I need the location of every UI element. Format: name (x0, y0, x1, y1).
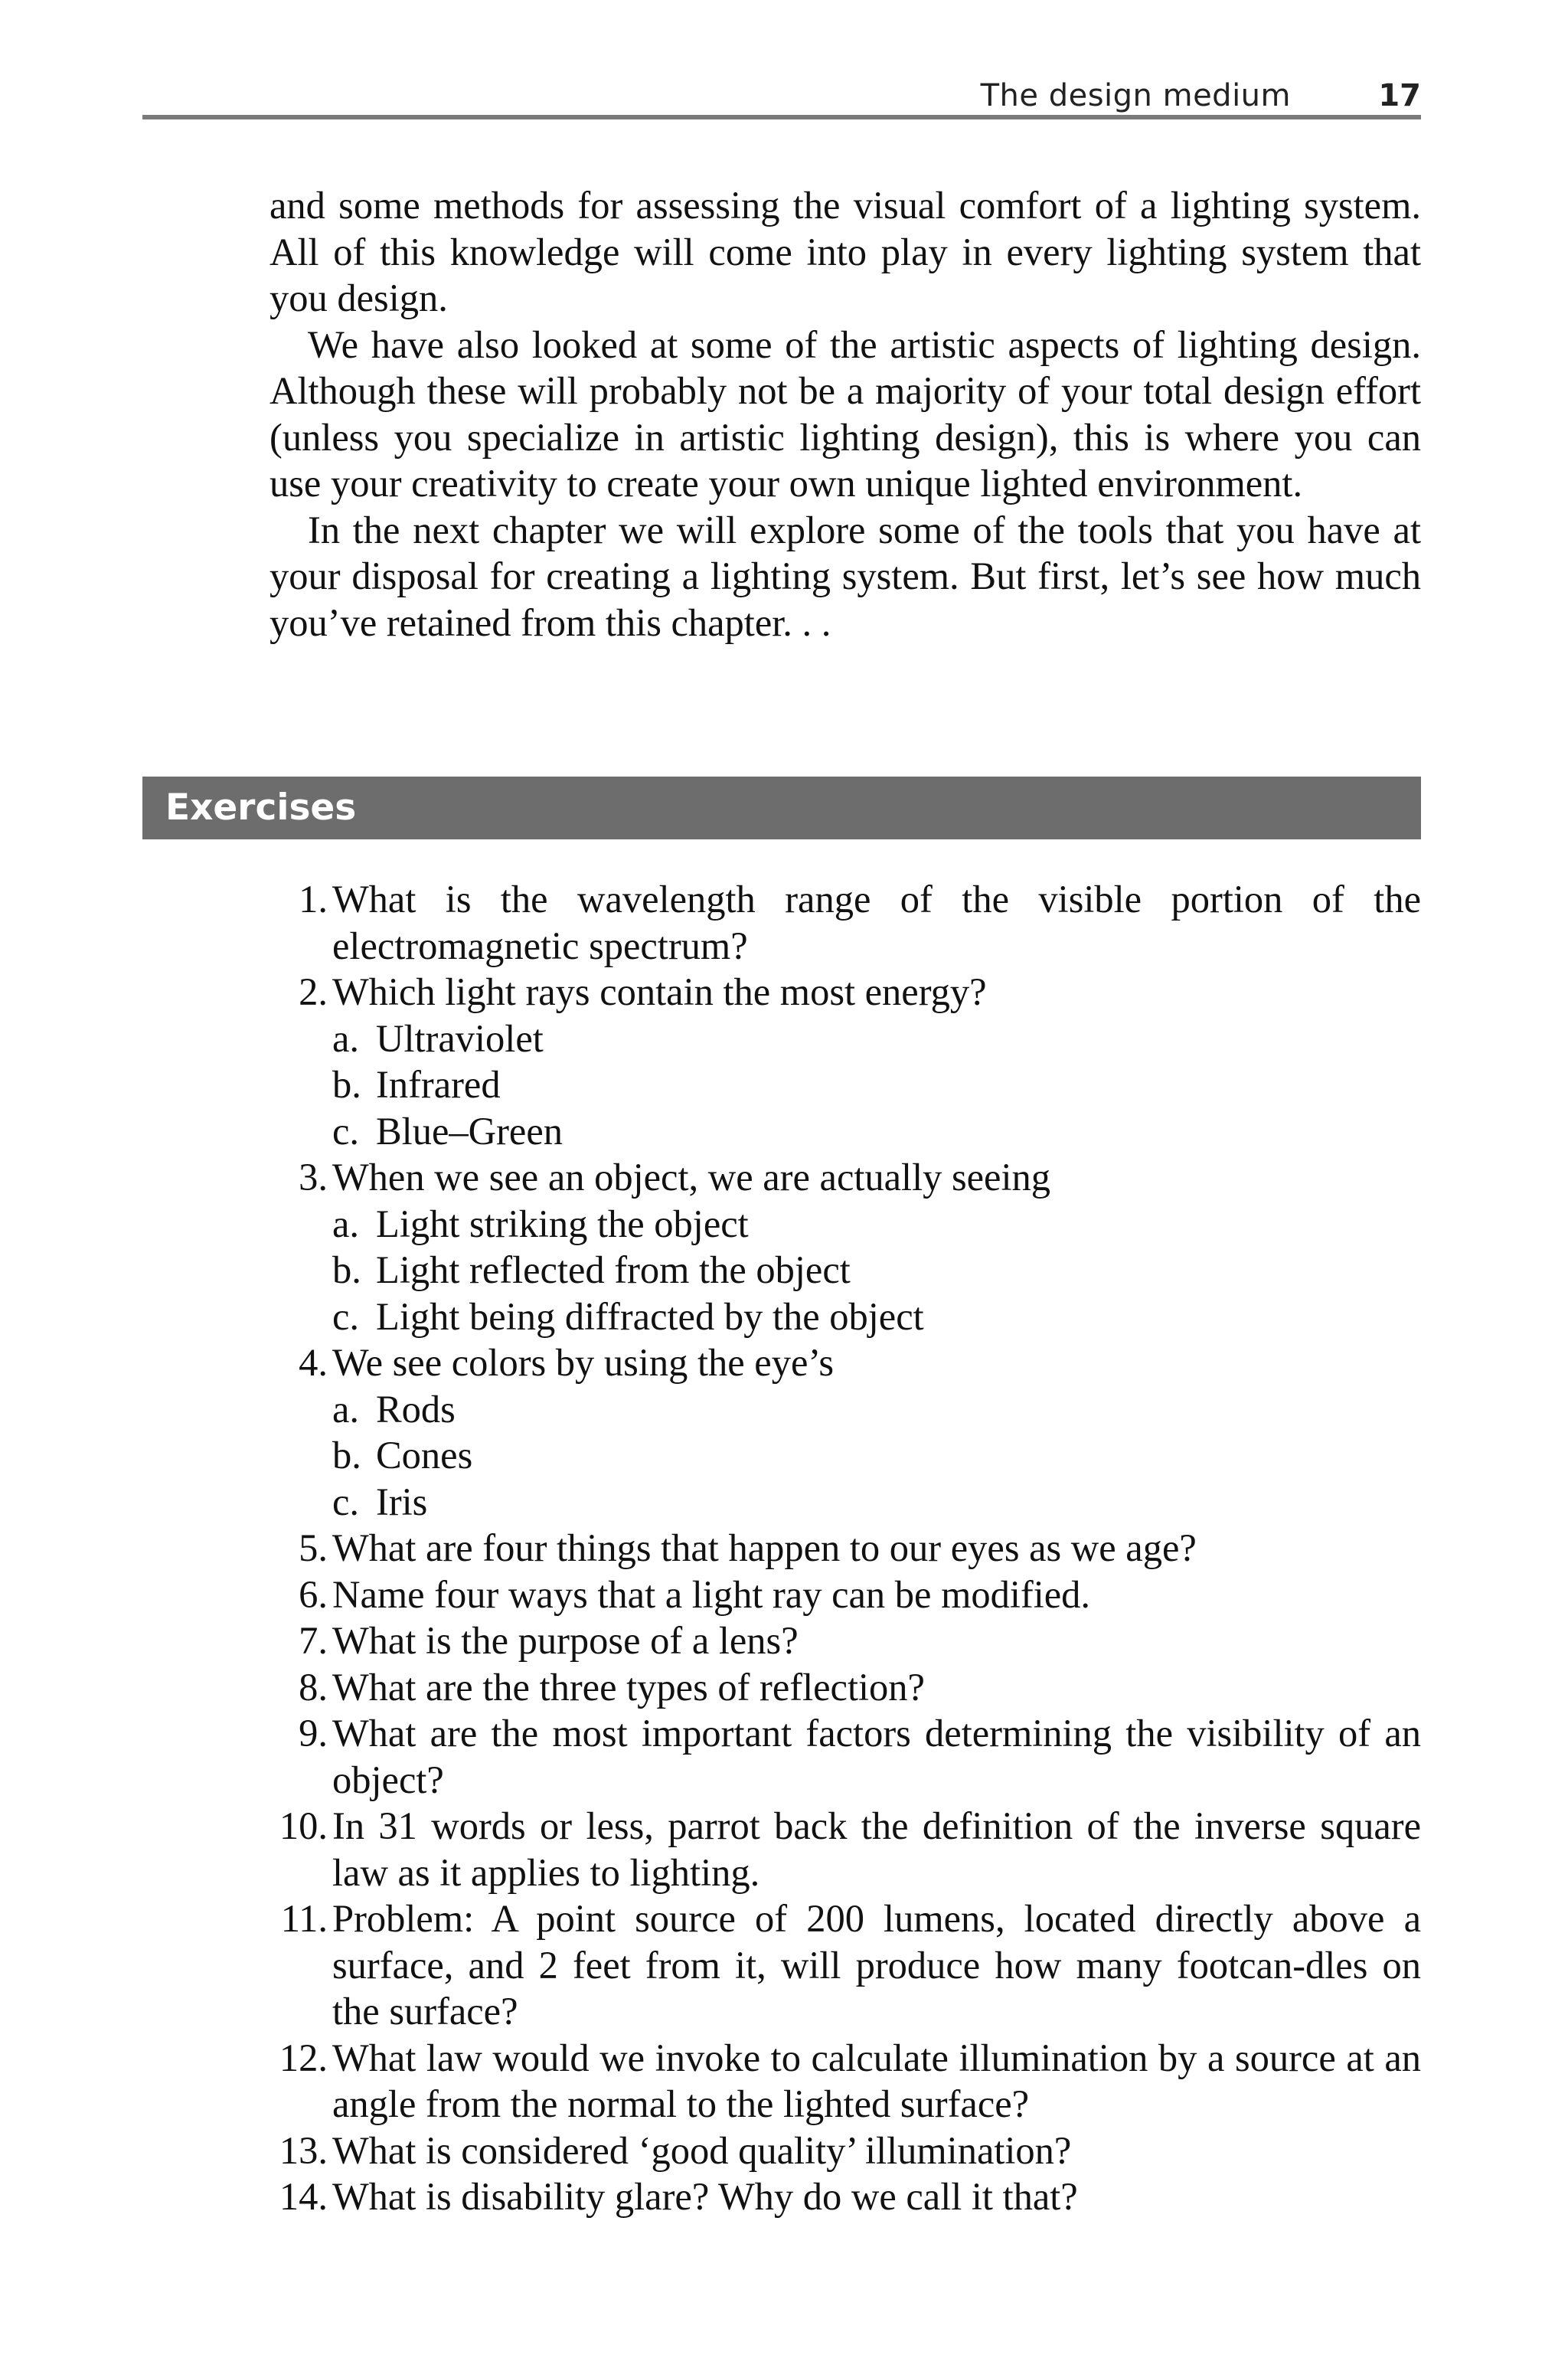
option-text: Blue–Green (376, 1109, 563, 1153)
exercise-number: 1. (299, 878, 328, 921)
exercise-item (270, 1154, 1421, 1339)
option-letter: b. (332, 1248, 361, 1291)
exercise-item (270, 1895, 1421, 2035)
exercise-option (332, 1016, 1421, 1062)
exercise-text: What law would we invoke to calculate illumination by a source at an angle from the normal to the lighted surface? (332, 2036, 1421, 2125)
exercise-option (332, 1201, 1421, 1248)
exercise-text: Which light rays contain the most energy? (332, 970, 987, 1013)
option-letter: c. (332, 1480, 360, 1523)
exercise-item (270, 1525, 1421, 1572)
exercise-item (270, 1339, 1421, 1525)
paragraph: In the next chapter we will explore some of the tools that you have at your disposal for creating a lighting system. But first, let’s see how much you’ve retained from this chapter. . . (270, 508, 1421, 644)
exercise-number: 10. (279, 1804, 328, 1847)
exercise-text: In 31 words or less, parrot back the definition of the inverse square law as it applies to lighting. (332, 1804, 1421, 1894)
option-text: Light being diffracted by the object (376, 1294, 924, 1338)
exercise-item (270, 1617, 1421, 1664)
exercise-number: 6. (299, 1572, 328, 1616)
exercise-item (270, 969, 1421, 1154)
option-text: Light reflected from the object (376, 1248, 851, 1291)
exercise-text: What are the three types of reflection? (332, 1665, 925, 1709)
page-number: 17 (1378, 78, 1421, 113)
exercise-item (270, 2128, 1421, 2174)
option-letter: a. (332, 1016, 360, 1060)
exercise-options (332, 1386, 1421, 1526)
exercise-text: We see colors by using the eye’s (332, 1341, 835, 1384)
exercise-options (332, 1016, 1421, 1155)
option-letter: b. (332, 1063, 361, 1106)
exercise-item (270, 876, 1421, 969)
exercise-number: 14. (279, 2175, 328, 2218)
exercise-item (270, 1710, 1421, 1803)
paragraph: and some methods for assessing the visual comfort of a lighting system. All of this knowledge will come into play in every lighting system that you design. (270, 184, 1421, 319)
exercise-item (270, 2173, 1421, 2220)
exercise-number: 2. (299, 970, 328, 1013)
option-text: Rods (376, 1387, 456, 1431)
exercise-text: What is the purpose of a lens? (332, 1619, 799, 1662)
option-letter: b. (332, 1434, 361, 1477)
exercise-number: 11. (280, 1897, 328, 1940)
exercise-item (270, 1664, 1421, 1711)
exercise-option (332, 1061, 1421, 1108)
exercise-number: 3. (299, 1156, 328, 1199)
exercise-text: What are four things that happen to our eyes as we age? (332, 1526, 1197, 1569)
option-letter: a. (332, 1202, 360, 1245)
exercise-text: What is considered ‘good quality’ illumination? (332, 2128, 1072, 2172)
exercise-option (332, 1432, 1421, 1479)
option-letter: a. (332, 1387, 360, 1431)
exercise-option (332, 1294, 1421, 1340)
running-header (142, 72, 1421, 119)
exercise-item (270, 2035, 1421, 2128)
option-text: Iris (376, 1480, 428, 1523)
option-text: Cones (376, 1434, 473, 1477)
exercise-text: Name four ways that a light ray can be modified. (332, 1572, 1091, 1616)
exercise-list (270, 876, 1421, 2220)
option-letter: c. (332, 1294, 360, 1338)
exercise-number: 5. (299, 1526, 328, 1569)
paragraph: We have also looked at some of the artistic aspects of lighting design. Although these will probably not be a majority of your total design effort (unless you specialize in artistic lighting design), this is where you can use your creativity to create your own unique lighted environment. (270, 322, 1421, 505)
option-letter: c. (332, 1109, 360, 1153)
exercise-number: 8. (299, 1665, 328, 1709)
exercise-text: What is disability glare? Why do we call it that? (332, 2175, 1078, 2218)
exercise-item (270, 1572, 1421, 1618)
exercise-text: When we see an object, we are actually seeing (332, 1156, 1050, 1199)
exercise-option (332, 1247, 1421, 1294)
exercise-number: 4. (299, 1341, 328, 1384)
exercise-option (332, 1479, 1421, 1526)
exercise-option (332, 1386, 1421, 1433)
body-text (270, 182, 1421, 646)
option-text: Light striking the object (376, 1202, 749, 1245)
section-title: Exercises (165, 787, 357, 829)
exercise-options (332, 1201, 1421, 1340)
exercises-section-header (142, 777, 1421, 839)
exercise-text: Problem: A point source of 200 lumens, located directly above a surface, and 2 feet from it, will produce how many footcan-dles on the surface? (332, 1897, 1421, 2033)
option-text: Ultraviolet (376, 1016, 544, 1060)
exercise-text: What are the most important factors determining the visibility of an object? (332, 1712, 1421, 1801)
exercise-option (332, 1108, 1421, 1155)
exercise-number: 13. (279, 2128, 328, 2172)
exercise-number: 7. (299, 1619, 328, 1662)
exercise-number: 12. (279, 2036, 328, 2079)
exercise-text: What is the wavelength range of the visible portion of the electromagnetic spectrum? (332, 878, 1421, 967)
exercise-item (270, 1803, 1421, 1895)
running-title: The design medium (980, 78, 1291, 113)
exercise-number: 9. (299, 1712, 328, 1755)
option-text: Infrared (376, 1063, 501, 1106)
